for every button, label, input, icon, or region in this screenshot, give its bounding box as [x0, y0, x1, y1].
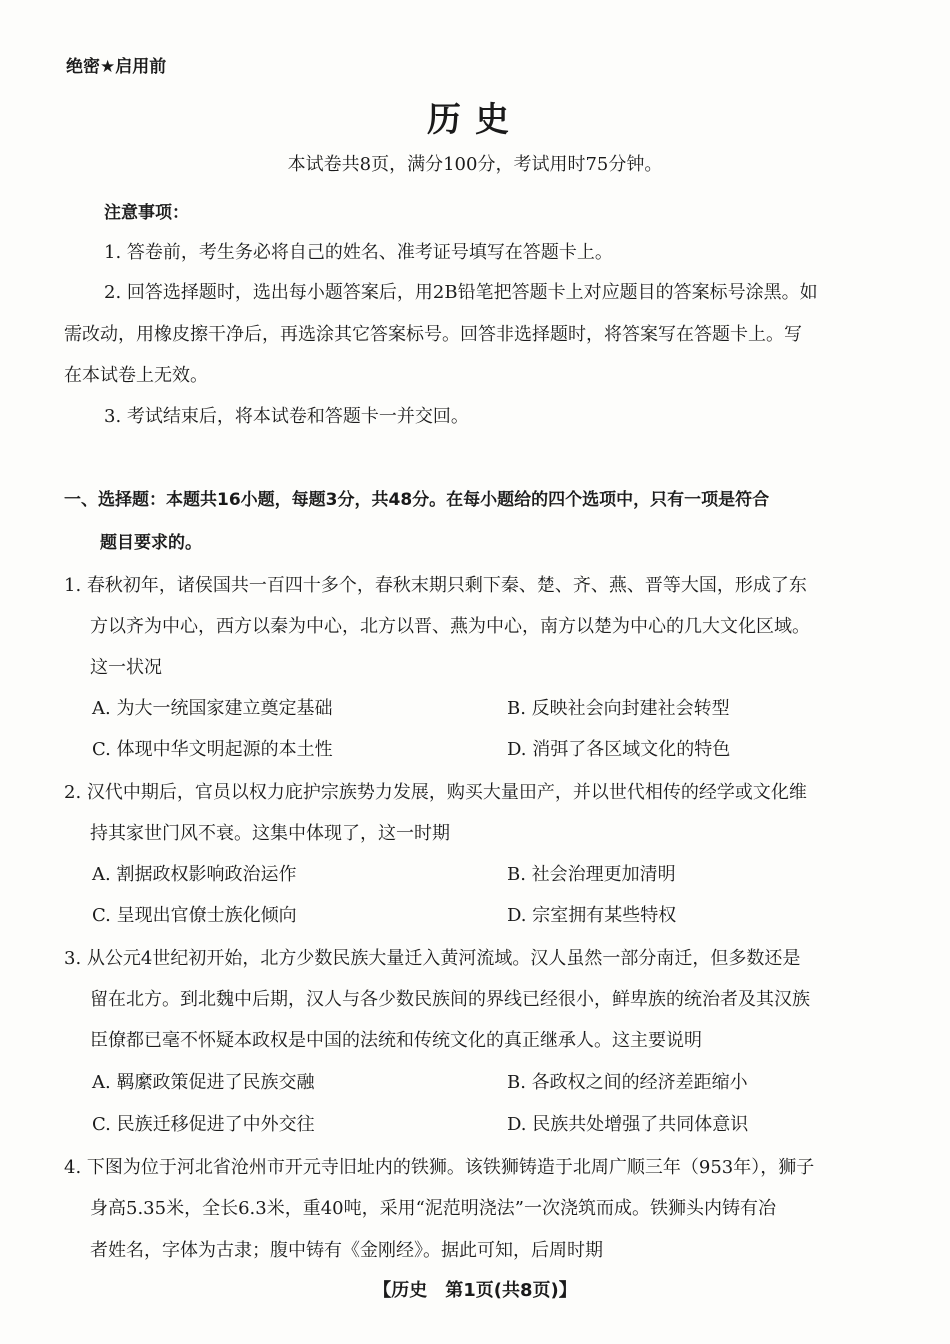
q4-line-1: 4. 下图为位于河北省沧州市开元寺旧址内的铁狮。该铁狮铸造于北周广顺三年（953年），狮子: [64, 1157, 815, 1178]
notice-heading: 注意事项：: [104, 203, 189, 223]
q3-option-d: D. 民族共处增强了共同体意识: [507, 1114, 749, 1135]
notice-item-2-line-3: 在本试卷上无效。: [64, 365, 208, 386]
q2-option-d: D. 宗室拥有某些特权: [507, 905, 677, 926]
q1-line-2: 方以齐为中心，西方以秦为中心，北方以晋、燕为中心，南方以楚为中心的几大文化区域。: [90, 616, 810, 637]
notice-item-2-line-2: 需改动，用橡皮擦干净后，再选涂其它答案标号。回答非选择题时，将答案写在答题卡上。写: [64, 324, 802, 345]
section-heading-line-2: 题目要求的。: [100, 533, 202, 553]
q3-line-3: 臣僚都已毫不怀疑本政权是中国的法统和传统文化的真正继承人。这主要说明: [90, 1030, 702, 1051]
q2-option-a: A. 割据政权影响政治运作: [92, 864, 297, 885]
section-heading-line-1: 一、选择题：本题共16小题，每题3分，共48分。在每小题给的四个选项中，只有一项是符合: [64, 490, 770, 510]
q3-option-a: A. 羁縻政策促进了民族交融: [92, 1072, 315, 1093]
q2-line-1: 2. 汉代中期后，官员以权力庇护宗族势力发展，购买大量田产，并以世代相传的经学或文化维: [64, 782, 807, 803]
notice-item-2-line-1: 2. 回答选择题时，选出每小题答案后，用2B铅笔把答题卡上对应题目的答案标号涂黑。如: [104, 282, 818, 303]
q1-option-b: B. 反映社会向封建社会转型: [507, 698, 730, 719]
page-subtitle: 本试卷共8页，满分100分，考试用时75分钟。: [287, 154, 663, 175]
q3-option-c: C. 民族迁移促进了中外交往: [92, 1114, 315, 1135]
q1-line-3: 这一状况: [90, 657, 162, 678]
page-footer: 【历史 第1页(共8页)】: [373, 1280, 577, 1301]
q2-line-2: 持其家世门风不衰。这集中体现了，这一时期: [90, 823, 450, 844]
secret-label: 绝密★启用前: [66, 57, 167, 77]
q3-line-1: 3. 从公元4世纪初开始，北方少数民族大量迁入黄河流域。汉人虽然一部分南迁，但多数还是: [64, 948, 801, 969]
q1-option-c: C. 体现中华文明起源的本土性: [92, 739, 333, 760]
q1-option-d: D. 消弭了各区域文化的特色: [507, 739, 731, 760]
notice-item-3: 3. 考试结束后，将本试卷和答题卡一并交回。: [104, 406, 469, 427]
page-title: 历史: [427, 100, 523, 140]
notice-item-1: 1. 答卷前，考生务必将自己的姓名、准考证号填写在答题卡上。: [104, 242, 613, 263]
q1-option-a: A. 为大一统国家建立奠定基础: [92, 698, 333, 719]
q4-line-2: 身高5.35米，全长6.3米，重40吨，采用“泥范明浇法”一次浇筑而成。铁狮头内铸有冶: [90, 1198, 777, 1219]
q3-line-2: 留在北方。到北魏中后期，汉人与各少数民族间的界线已经很小，鲜卑族的统治者及其汉族: [90, 989, 810, 1010]
q3-option-b: B. 各政权之间的经济差距缩小: [507, 1072, 748, 1093]
q2-option-c: C. 呈现出官僚士族化倾向: [92, 905, 297, 926]
q2-option-b: B. 社会治理更加清明: [507, 864, 676, 885]
q1-line-1: 1. 春秋初年，诸侯国共一百四十多个，春秋末期只剩下秦、楚、齐、燕、晋等大国，形成了东: [64, 575, 807, 596]
q4-line-3: 者姓名，字体为古隶；腹中铸有《金刚经》。据此可知，后周时期: [90, 1240, 603, 1261]
